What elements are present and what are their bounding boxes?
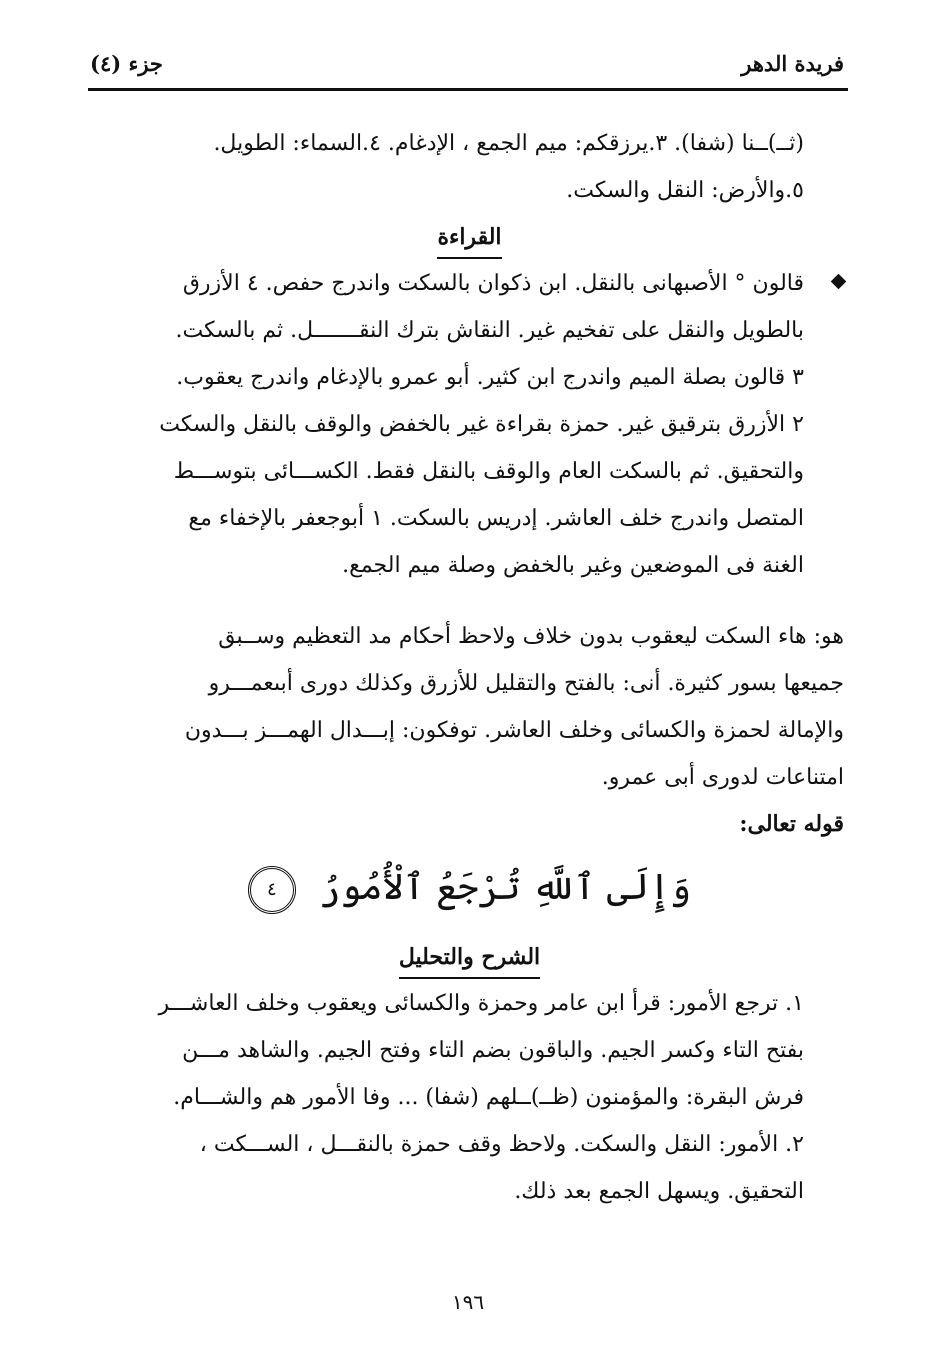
section-title-reading: القراءة (95, 214, 844, 260)
list-line: التحقيق. ويسهل الجمع بعد ذلك. (514, 1179, 804, 1204)
text-line: ٢ الأزرق بترقيق غير. حمزة بقراءة غير بالخفض والوقف بالنقل والسكت (159, 412, 804, 437)
list-line: فرش البقرة: والمؤمنون (ظــ)ــلهم (شفا) ... وفا الأمور هم والشـــام. (173, 1085, 804, 1110)
text-line: والتحقيق. ثم بالسكت العام والوقف بالنقل فقط. الكســـائى بتوســـط (173, 459, 804, 484)
text-line: قالون ° الأصبهانى بالنقل. ابن ذكوان بالسكت واندرج حفص. ٤ الأزرق (182, 271, 804, 296)
book-title: فريدة الدهر (741, 50, 844, 76)
spacer (95, 589, 844, 613)
text-line: جميعها بسور كثيرة. أنى: بالفتح والتقليل للأزرق وكذلك دورى أبىعمـــرو (208, 671, 844, 696)
diamond-bullet-icon (831, 274, 847, 290)
intro-paragraph (95, 120, 844, 214)
text-line: ٥.والأرض: النقل والسكت. (566, 178, 804, 203)
verse-number-icon: ٤ (248, 866, 296, 914)
quran-verse (95, 860, 844, 916)
text-line: والإمالة لحمزة والكسائى وخلف العاشر. توفكون: إبـــدال الهمـــز بـــدون (184, 718, 844, 743)
section-title-explanation: الشرح والتحليل (95, 934, 844, 980)
explanation-list (95, 980, 844, 1215)
text-line: امتناعات لدورى أبى عمرو. (601, 765, 844, 790)
list-line: بفتح التاء وكسر الجيم. والباقون بضم التاء وفتح الجيم. والشاهد مـــن (182, 1038, 804, 1063)
header-rule (88, 88, 848, 91)
text-line: ٣ قالون بصلة الميم واندرج ابن كثير. أبو عمرو بالإدغام واندرج يعقوب. (176, 365, 804, 390)
text-line: المتصل واندرج خلف العاشر. إدريس بالسكت. ١ أبوجعفر بالإخفاء مع (188, 506, 804, 531)
qawl-label: قوله تعالى: (739, 811, 844, 837)
page-body (95, 120, 844, 1215)
text-line: الغنة فى الموضعين وغير بالخفض وصلة ميم الجمع. (342, 553, 804, 578)
running-header (90, 40, 844, 86)
verse-text: وَإِلَى ٱللَّهِ تُرْجَعُ ٱلْأُمُورُ (319, 867, 692, 908)
text-line: هو: هاء السكت ليعقوب بدون خلاف ولاحظ أحكام مد التعظيم وســبق (218, 624, 844, 649)
text-line: بالطويل والنقل على تفخيم غير. النقاش بترك النقـــــــل. ثم بالسكت. (175, 318, 804, 343)
notes-paragraph (95, 613, 844, 801)
list-line: ٢. الأمور: النقل والسكت. ولاحظ وقف حمزة بالنقـــل ، الســـكت ، (199, 1132, 804, 1157)
page-number: ١٩٦ (451, 1290, 485, 1314)
part-label: جزء (٤) (90, 50, 163, 76)
readings-paragraph (95, 260, 844, 589)
list-line: ١. ترجع الأمور: قرأ ابن عامر وحمزة والكسائى ويعقوب وخلف العاشـــر (158, 991, 804, 1016)
text-line: (ثــ)ــنا (شفا). ٣.يرزقكم: ميم الجمع ، الإدغام. ٤.السماء: الطويل. (213, 131, 804, 156)
